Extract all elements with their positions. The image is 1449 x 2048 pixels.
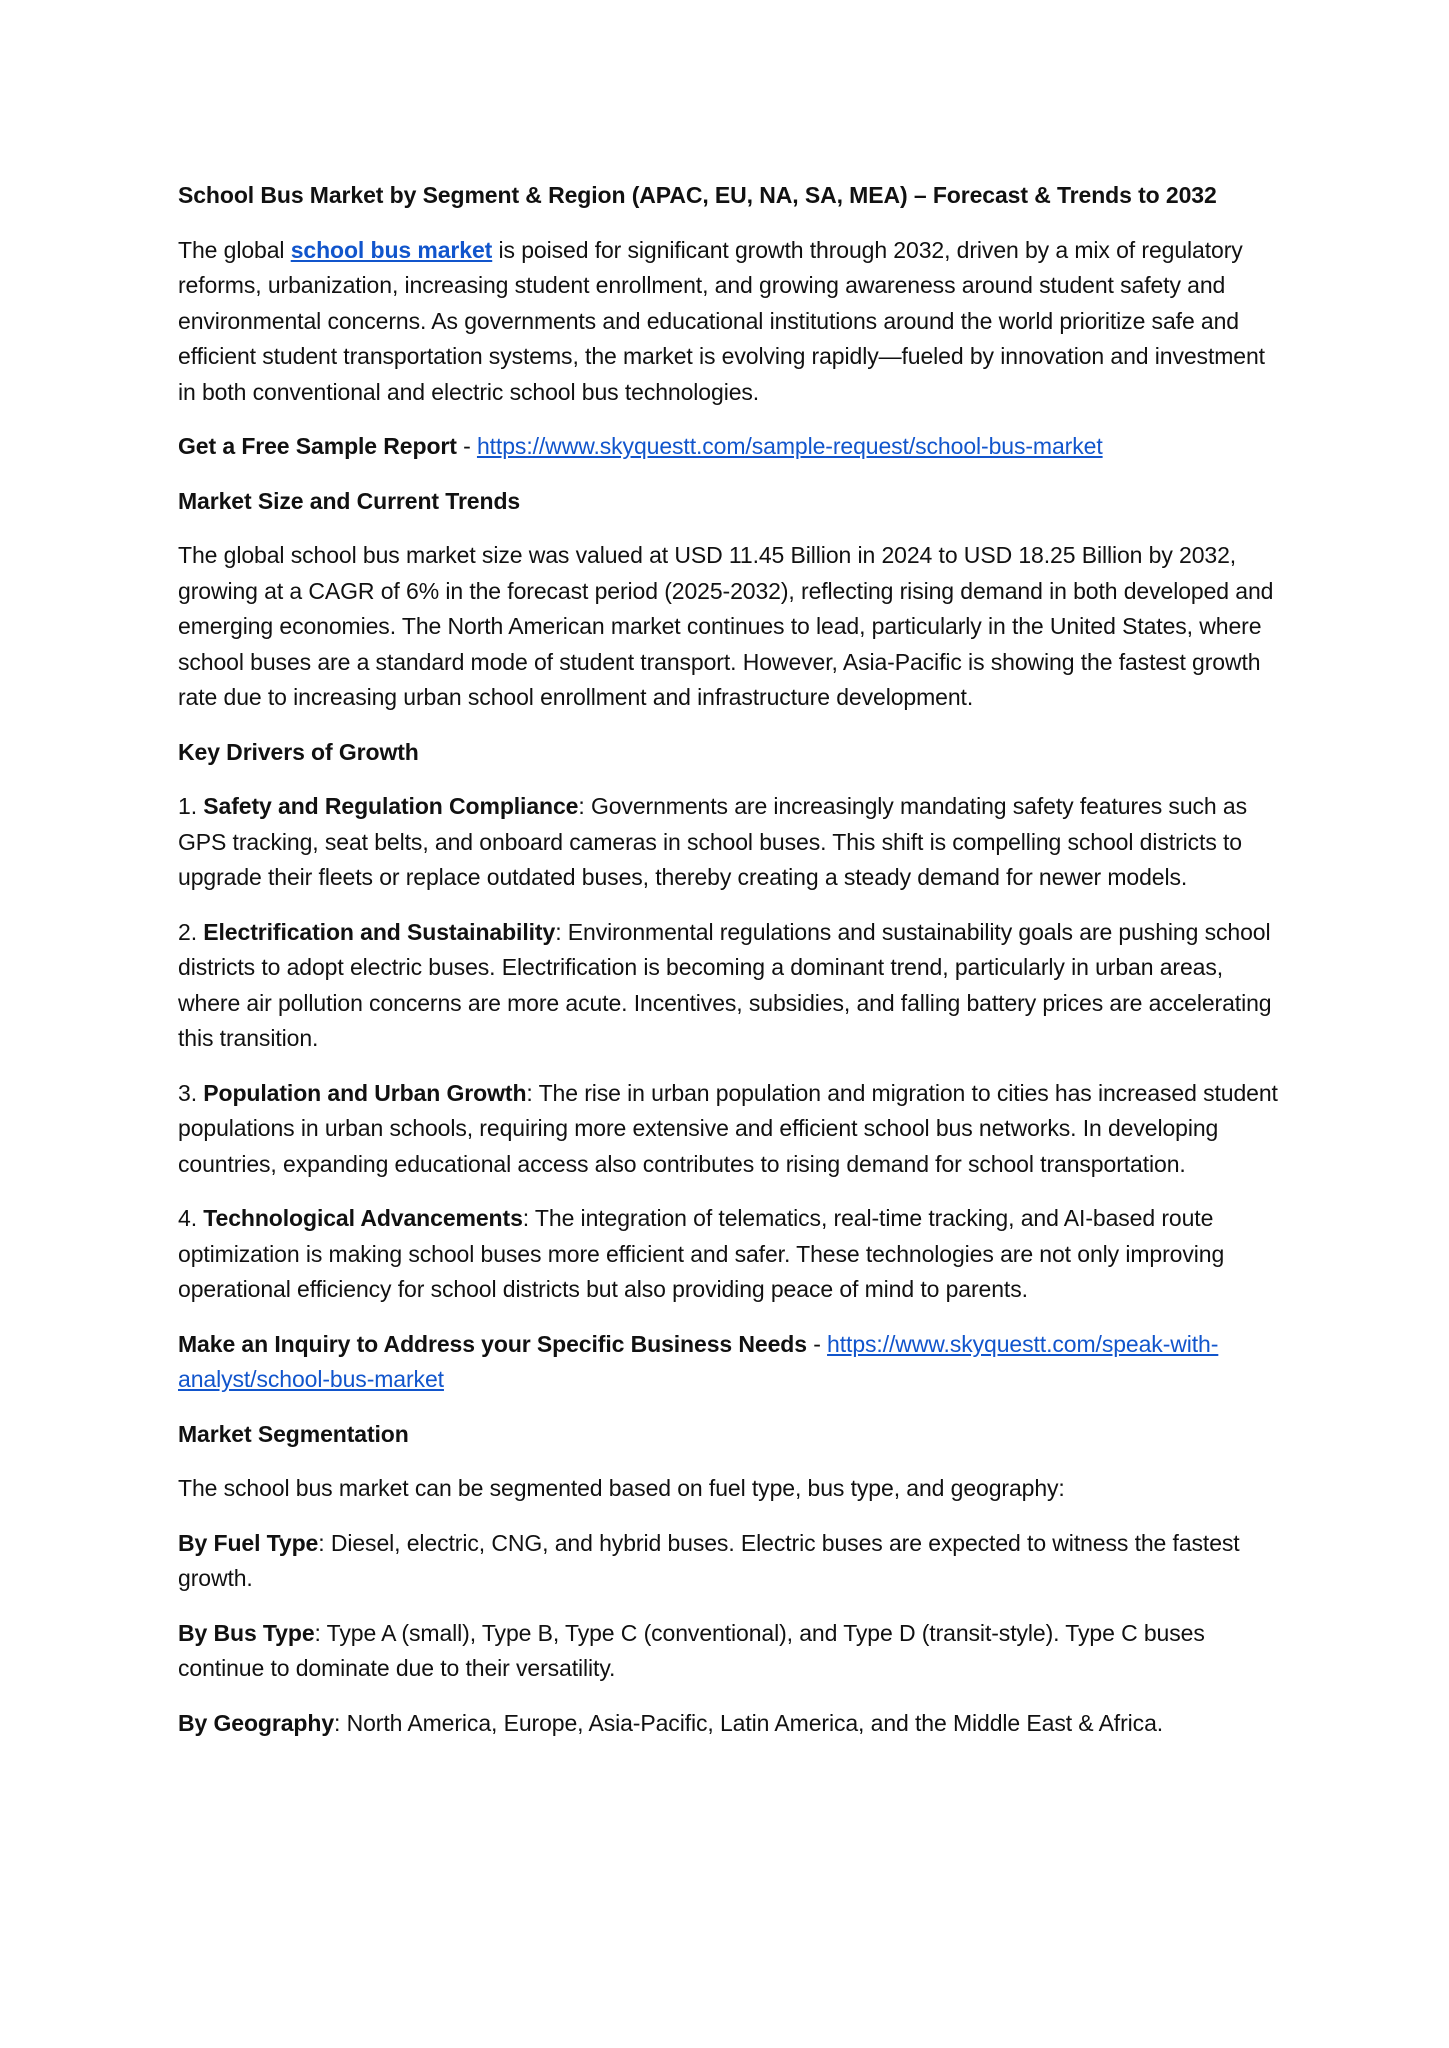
segment-item: [178, 1706, 1279, 1742]
market-size-heading: Market Size and Current Trends: [178, 487, 521, 514]
intro-post: is poised for significant growth through 2032, driven by a mix of regulatory reforms, urbanization, increasing student enrollment, and growing awareness around student safety and environmental concerns. As governments and educational institutions around the world prioritize safe and efficient student transportation systems, the market is evolving rapidly—fueled by innovation and investment in both conventional and electric school bus technologies.: [178, 236, 1265, 405]
segmentation-heading: Market Segmentation: [178, 1420, 409, 1447]
segment-label: By Bus Type: [178, 1619, 315, 1646]
segment-item: [178, 1526, 1279, 1597]
driver-number: 2.: [178, 918, 204, 945]
driver-number: 1.: [178, 793, 204, 819]
segment-label: By Fuel Type: [178, 1529, 319, 1556]
inquiry-line: [178, 1327, 1279, 1398]
intro-pre: The global: [178, 236, 291, 263]
segmentation-intro: The school bus market can be segmented based on fuel type, bus type, and geography:: [178, 1475, 1065, 1501]
school-bus-market-link[interactable]: school bus market: [290, 236, 493, 263]
driver-item: [178, 1076, 1279, 1183]
driver-text: : Governments are increasingly mandating safety features such as GPS tracking, seat belts, and onboard cameras in school buses. This shift is compelling school districts to upgrade their fleets or replace outdated buses, thereby creating a steady demand for newer models.: [178, 793, 1247, 890]
driver-item: [178, 915, 1279, 1057]
driver-text: : The integration of telematics, real-time tracking, and AI-based route optimization is making school buses more efficient and safer. These technologies are not only improving operational efficiency for school districts but also providing peace of mind to parents.: [178, 1205, 1225, 1302]
driver-item: [178, 789, 1279, 896]
market-size-paragraph: The global school bus market size was valued at USD 11.45 Billion in 2024 to USD 18.25 Billion by 2032, growing at a CAGR of 6% in the forecast period (2025-2032), reflecting rising demand in both developed and emerging economies. The North American market continues to lead, particularly in the United States, where school buses are a standard mode of student transport. However, Asia-Pacific is showing the fastest growth rate due to increasing urban school enrollment and infrastructure development.: [178, 542, 1274, 710]
sample-report-link[interactable]: https://www.skyquestt.com/sample-request/school-bus-market: [476, 433, 1103, 459]
segment-text: : Diesel, electric, CNG, and hybrid buses. Electric buses are expected to witness the fastest growth.: [178, 1529, 1240, 1591]
driver-number: 4.: [178, 1205, 204, 1231]
intro-paragraph: [178, 233, 1279, 411]
driver-title: Electrification and Sustainability: [203, 918, 556, 945]
segment-item: [178, 1616, 1279, 1687]
inquiry-separator: -: [806, 1330, 828, 1357]
segment-label: By Geography: [178, 1709, 335, 1736]
driver-title: Safety and Regulation Compliance: [203, 793, 579, 819]
drivers-heading: Key Drivers of Growth: [178, 738, 419, 765]
sample-report-separator: -: [456, 433, 477, 459]
inquiry-label: Make an Inquiry to Address your Specific Business Needs: [178, 1330, 807, 1357]
inquiry-link[interactable]: https://www.skyquestt.com/speak-with-analyst/school-bus-market: [178, 1330, 1219, 1392]
sample-report-line: [178, 429, 1279, 465]
document-title: School Bus Market by Segment & Region (APAC, EU, NA, SA, MEA) – Forecast & Trends to 2032: [178, 182, 1217, 208]
driver-text: : Environmental regulations and sustainability goals are pushing school districts to adopt electric buses. Electrification is becoming a dominant trend, particularly in urban areas, where air pollution concerns are more acute. Incentives, subsidies, and falling battery prices are accelerating this transition.: [178, 918, 1272, 1051]
segment-text: : North America, Europe, Asia-Pacific, Latin America, and the Middle East & Africa.: [334, 1709, 1164, 1736]
driver-item: [178, 1201, 1279, 1308]
segment-text: : Type A (small), Type B, Type C (conventional), and Type D (transit-style). Type C buses continue to dominate due to their versatility.: [178, 1619, 1205, 1681]
driver-title: Population and Urban Growth: [203, 1079, 527, 1106]
sample-report-label: Get a Free Sample Report: [178, 433, 457, 459]
driver-number: 3.: [178, 1079, 204, 1106]
driver-title: Technological Advancements: [203, 1205, 523, 1231]
driver-text: : The rise in urban population and migration to cities has increased student populations in urban schools, requiring more extensive and efficient school bus networks. In developing countries, expanding educational access also contributes to rising demand for school transportation.: [178, 1079, 1278, 1177]
